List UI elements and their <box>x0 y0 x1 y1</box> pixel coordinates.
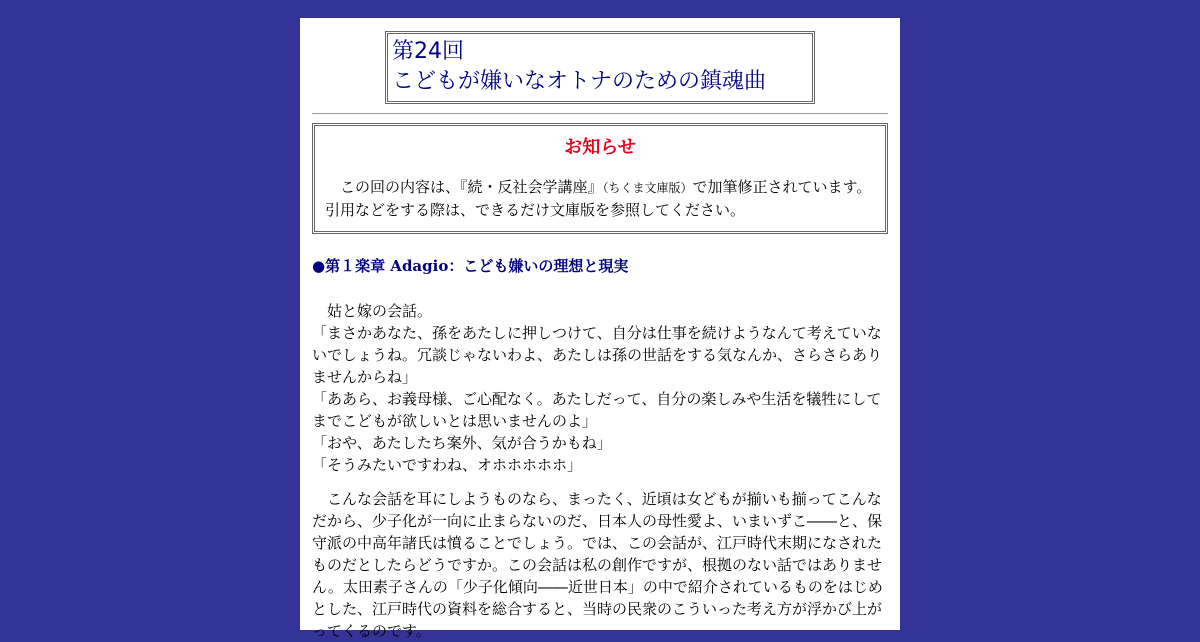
notice-text-pre: この回の内容は、『続・反社会学講座』 <box>340 178 603 196</box>
page-title: こどもが嫌いなオトナのための鎮魂曲 <box>392 69 767 94</box>
chapter-heading: ●第１楽章 Adagio：こども嫌いの理想と現実 <box>312 257 629 275</box>
notice-text-post: で加筆修正されています。引用などをする際は、できるだけ文庫版を参照してください。 <box>325 178 872 219</box>
divider <box>312 113 888 114</box>
dialogue-intro: 姑と嫁の会話。 <box>327 302 433 320</box>
notice-box <box>312 123 888 234</box>
title-box <box>385 31 815 104</box>
dialogue-line: 「おや、あたしたち案外、気が合うかもね」 <box>312 434 612 452</box>
page-content <box>300 18 900 640</box>
dialogue-line: 「そうみたいですわね、オホホホホホ」 <box>312 456 583 474</box>
notice-heading: お知らせ <box>564 137 636 158</box>
episode-number: 第24回 <box>392 39 464 64</box>
notice-text-edition: （ちくま文庫版） <box>602 181 693 195</box>
dialogue-line: 「ああら、お義母様、ご心配なく。あたしだって、自分の楽しみや生活を犠牲にしてまでこどもが欲しいとは思いませんのよ」 <box>312 390 882 430</box>
dialogue-line: 「まさかあなた、孫をあたしに押しつけて、自分は仕事を続けようなんて考えていないでしょうね。冗談じゃないわよ、あたしは孫の世話をする気なんか、さらさらありませんからね」 <box>312 324 883 386</box>
body-paragraph: こんな会話を耳にしようものなら、まったく、近頃は女どもが揃いも揃ってこんなだから、少子化が一向に止まらないのだ、日本人の母性愛よ、いまいずこ――と、保守派の中高年諸氏は憤ることでしょう。では、この会話が、江戸時代末期になされたものだとしたらどうですか。この会話は私の創作ですが、根拠のない話ではありません。太田素子さんの「少子化傾向――近世日本」の中で紹介されているものをはじめとした、江戸時代の資料を総合すると、当時の民衆のこういった考え方が浮かび上がってくるのです。 <box>312 490 883 640</box>
notice-body <box>325 176 875 221</box>
